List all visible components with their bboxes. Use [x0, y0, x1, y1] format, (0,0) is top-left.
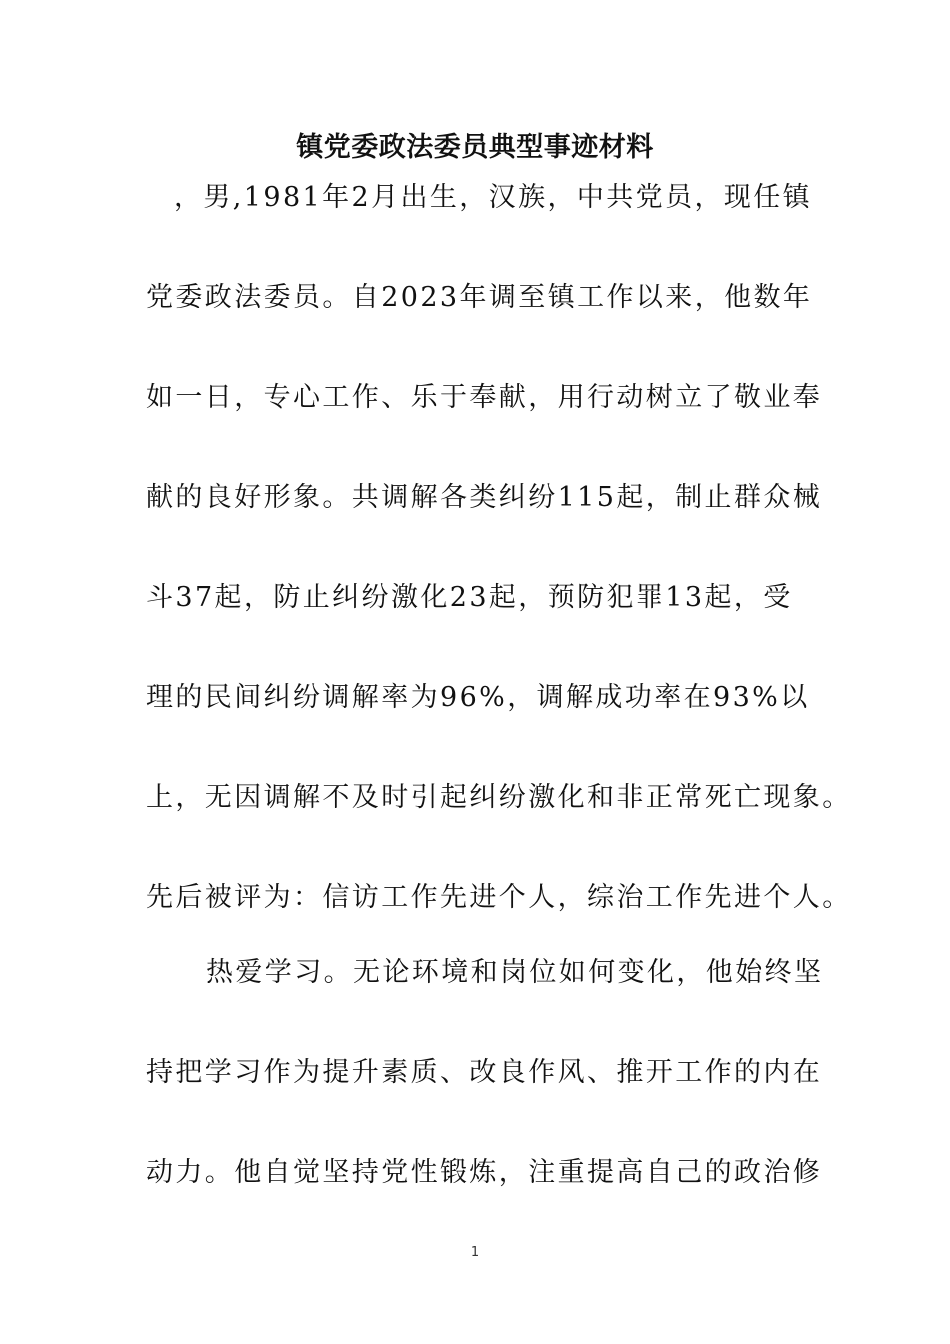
paragraph-line: ，男,1981年2月出生，汉族，中共党员，现任镇	[174, 182, 813, 213]
paragraph-line: 先后被评为：信访工作先进个人，综治工作先进个人。	[146, 882, 852, 913]
paragraph-line: 如一日，专心工作、乐于奉献，用行动树立了敬业奉	[146, 382, 823, 413]
paragraph-line: 献的良好形象。共调解各类纠纷115起，制止群众械	[146, 482, 823, 513]
paragraph-line: 上，无因调解不及时引起纠纷激化和非正常死亡现象。	[146, 782, 852, 813]
paragraph-line: 斗37起，防止纠纷激化23起，预防犯罪13起，受	[146, 582, 793, 613]
page-number: 1	[470, 1245, 480, 1260]
document-title: 镇党委政法委员典型事迹材料	[296, 132, 654, 163]
paragraph-line: 热爱学习。无论环境和岗位如何变化，他始终坚	[206, 957, 824, 988]
paragraph-line: 持把学习作为提升素质、改良作风、推开工作的内在	[146, 1057, 823, 1088]
paragraph-line: 动力。他自觉坚持党性锻炼，注重提高自己的政治修	[146, 1157, 823, 1188]
paragraph-line: 党委政法委员。自2023年调至镇工作以来，他数年	[146, 282, 813, 313]
paragraph-line: 理的民间纠纷调解率为96%，调解成功率在93%以	[146, 682, 810, 713]
